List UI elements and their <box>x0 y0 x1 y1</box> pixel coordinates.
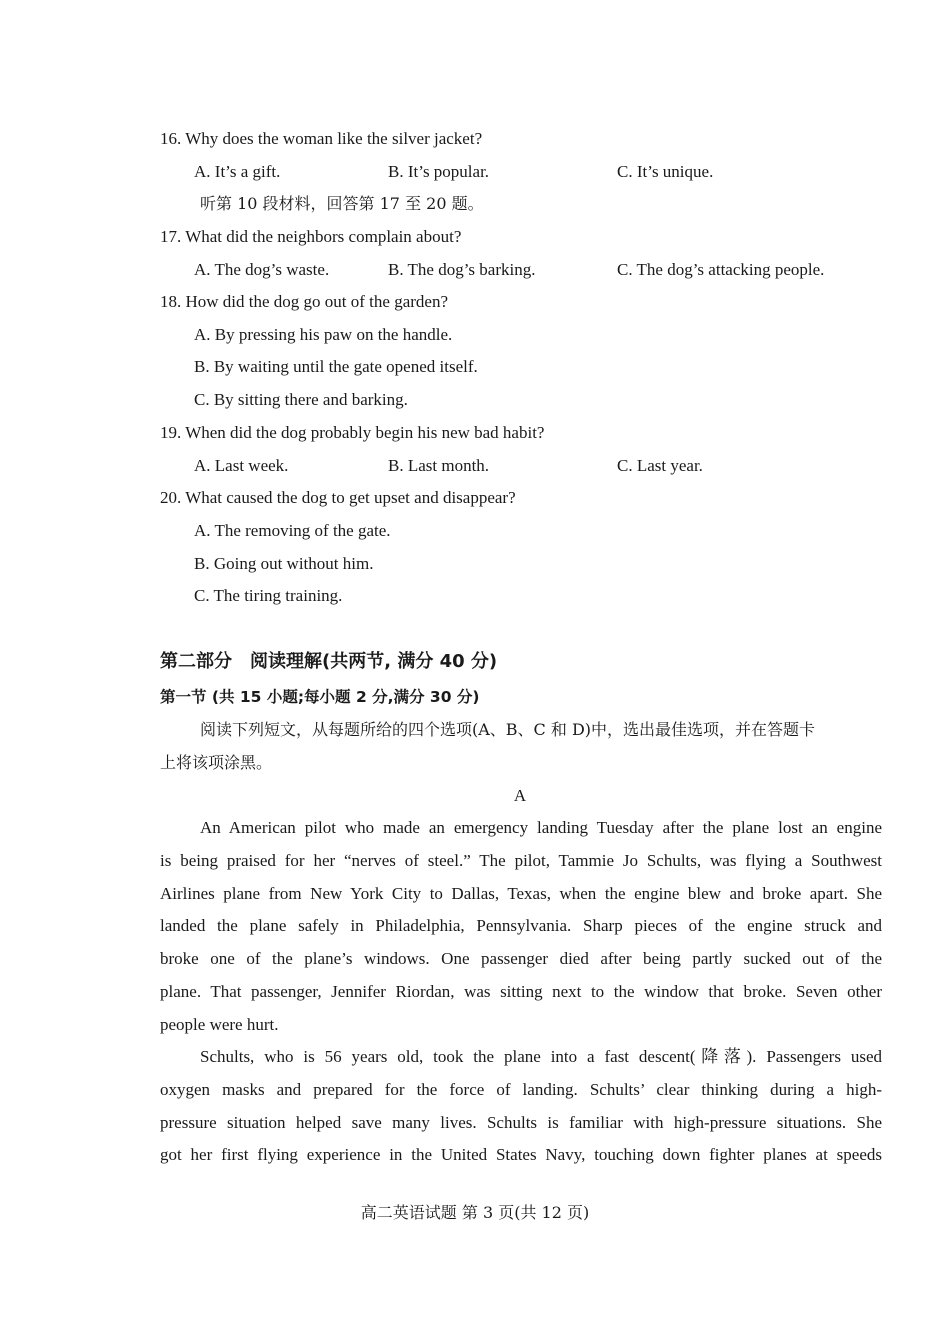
question-19-option-a: A. Last week. <box>194 456 289 475</box>
paragraph-line: Schults, who is 56 years old, took the plane into a fast descent(降落). Passengers used <box>200 1047 882 1066</box>
question-18-option-a: A. By pressing his paw on the handle. <box>194 325 453 344</box>
question-20-option-a: A. The removing of the gate. <box>194 521 391 540</box>
question-20-stem: 20. What caused the dog to get upset and disappear? <box>160 488 516 507</box>
question-20-option-b: B. Going out without him. <box>194 554 374 573</box>
reading-instruction-line1: 阅读下列短文，从每题所给的四个选项(A、B、C 和 D)中，选出最佳选项，并在答题卡 <box>200 720 816 739</box>
question-16-option-a: A. It’s a gift. <box>194 162 281 181</box>
page-footer: 高二英语试题 第 3 页(共 12 页) <box>360 1203 590 1222</box>
paragraph-line: pressure situation helped save many lives. Schults is familiar with high-pressure situations. She <box>160 1112 882 1132</box>
question-19-option-b: B. Last month. <box>388 456 490 475</box>
question-18-option-c: C. By sitting there and barking. <box>194 390 408 409</box>
reading-instruction-line2: 上将该项涂黑。 <box>160 753 273 772</box>
question-17-option-a: A. The dog’s waste. <box>194 260 330 279</box>
paragraph-line: plane. That passenger, Jennifer Riordan, was sitting next to the window that broke. Seven other <box>160 981 882 1001</box>
question-19-option-c: C. Last year. <box>617 456 703 475</box>
paragraph-line: broke one of the plane’s windows. One passenger died after being partly sucked out of the <box>160 949 882 969</box>
question-18-option-b: B. By waiting until the gate opened itself. <box>194 357 478 376</box>
section1-title: 第一节 (共 15 小题;每小题 2 分,满分 30 分) <box>160 688 480 706</box>
question-20-option-c: C. The tiring training. <box>194 586 343 605</box>
paragraph-line: is being praised for her “nerves of steel.” The pilot, Tammie Jo Schults, was flying a Southwest <box>160 850 882 870</box>
paragraph-line: Airlines plane from New York City to Dallas, Texas, when the engine blew and broke apart. She <box>160 883 882 903</box>
listening-instruction: 听第 10 段材料，回答第 17 至 20 题。 <box>200 194 484 213</box>
part2-title: 第二部分 阅读理解(共两节, 满分 40 分) <box>160 651 498 672</box>
question-18-stem: 18. How did the dog go out of the garden? <box>160 292 448 311</box>
paragraph-line: people were hurt. <box>160 1014 279 1034</box>
question-17-stem: 17. What did the neighbors complain about? <box>160 227 462 246</box>
question-17-option-b: B. The dog’s barking. <box>388 260 536 279</box>
question-19-stem: 19. When did the dog probably begin his new bad habit? <box>160 423 545 442</box>
paragraph-line: An American pilot who made an emergency landing Tuesday after the plane lost an engine <box>200 818 882 837</box>
question-16-option-b: B. It’s popular. <box>388 162 490 181</box>
question-17-option-c: C. The dog’s attacking people. <box>617 260 825 279</box>
passage-paragraph-2 <box>160 1041 882 1172</box>
paragraph-line: oxygen masks and prepared for the force of landing. Schults’ clear thinking during a high- <box>160 1079 882 1099</box>
paragraph-line: landed the plane safely in Philadelphia, Pennsylvania. Sharp pieces of the engine struck and <box>160 916 882 936</box>
question-16-stem: 16. Why does the woman like the silver jacket? <box>160 129 483 148</box>
passage-letter: A <box>513 786 527 805</box>
question-16-option-c: C. It’s unique. <box>617 162 714 181</box>
passage-paragraph-1 <box>160 812 882 1042</box>
paragraph-line: got her first flying experience in the United States Navy, touching down fighter planes at speeds <box>160 1145 882 1165</box>
